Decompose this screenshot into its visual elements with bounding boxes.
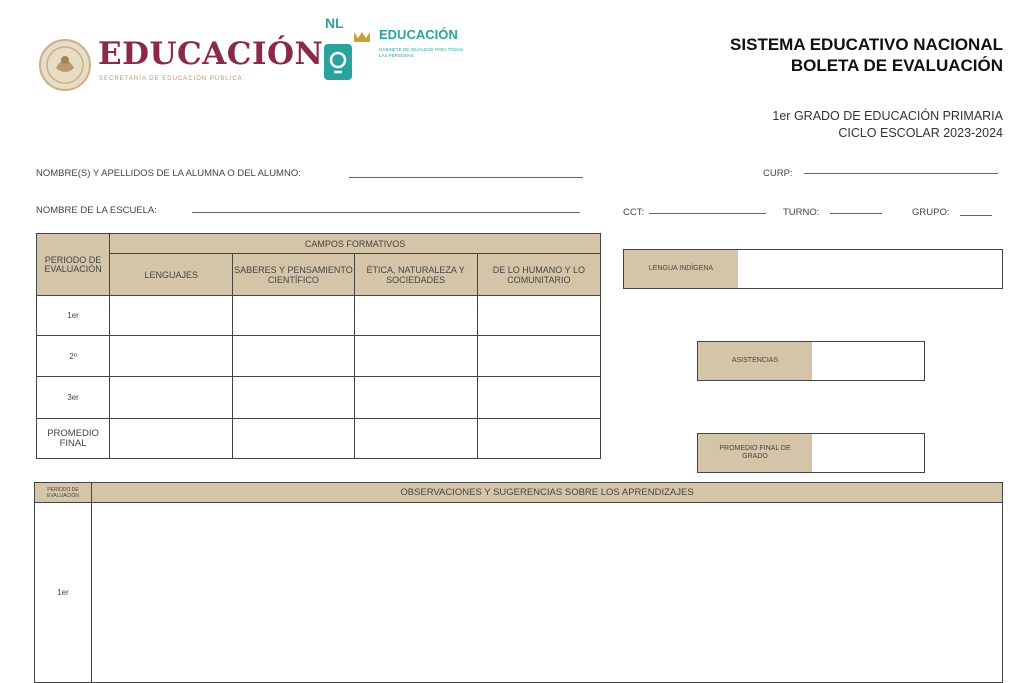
nl-title: EDUCACIÓN xyxy=(379,27,458,42)
period-row-label: PROMEDIO FINAL xyxy=(37,419,110,459)
obs-period-row-label: 1er xyxy=(35,503,92,683)
nl-subtitle: GABINETE DE IGUALDAD PARA TODAS LAS PERSONAS xyxy=(379,47,464,58)
grade-cell[interactable] xyxy=(233,296,354,336)
period-header: PERIODO DE EVALUACIÓN xyxy=(37,234,110,296)
grade-cell[interactable] xyxy=(477,296,600,336)
grade-cell[interactable] xyxy=(354,419,477,459)
asistencias-value[interactable] xyxy=(812,342,924,380)
report-title: BOLETA DE EVALUACIÓN xyxy=(790,56,1003,75)
grupo-label: GRUPO: xyxy=(912,207,950,218)
curp-line[interactable] xyxy=(804,173,998,174)
document-title xyxy=(730,34,1003,76)
sep-title: EDUCACIÓN xyxy=(98,36,324,72)
column-header: ÉTICA, NATURALEZA Y SOCIEDADES xyxy=(354,254,477,296)
student-name-line[interactable] xyxy=(349,177,583,178)
grade-cell[interactable] xyxy=(477,419,600,459)
promedio-grado-box xyxy=(697,433,925,473)
grades-table xyxy=(36,233,601,459)
grade-cell[interactable] xyxy=(110,377,233,419)
asistencias-box xyxy=(697,341,925,381)
turno-line[interactable] xyxy=(830,213,882,214)
observations-table xyxy=(34,482,1003,683)
grade-line: 1er GRADO DE EDUCACIÓN PRIMARIA xyxy=(772,109,1003,123)
grade-cell[interactable] xyxy=(477,336,600,377)
asistencias-label: ASISTENCIAS xyxy=(698,342,812,380)
grade-cell[interactable] xyxy=(233,336,354,377)
sep-seal-logo xyxy=(38,38,92,92)
grade-cell[interactable] xyxy=(233,419,354,459)
grade-info xyxy=(772,108,1003,142)
column-header: LENGUAJES xyxy=(110,254,233,296)
turno-label: TURNO: xyxy=(783,207,820,218)
nl-logo-icon xyxy=(324,30,370,82)
grade-cell[interactable] xyxy=(354,377,477,419)
obs-text-cell[interactable] xyxy=(92,503,1003,683)
student-name-label: NOMBRE(S) Y APELLIDOS DE LA ALUMNA O DEL ALUMNO: xyxy=(36,168,301,179)
school-name-label: NOMBRE DE LA ESCUELA: xyxy=(36,205,157,216)
grade-cell[interactable] xyxy=(110,336,233,377)
period-row-label: 3er xyxy=(37,377,110,419)
grade-cell[interactable] xyxy=(354,296,477,336)
lengua-indigena-value[interactable] xyxy=(738,250,1002,288)
promedio-grado-value[interactable] xyxy=(812,434,924,472)
obs-period-header: PERIODO DE EVALUACIÓN xyxy=(35,483,92,503)
obs-header: OBSERVACIONES Y SUGERENCIAS SOBRE LOS APRENDIZAJES xyxy=(92,483,1003,503)
fields-header: CAMPOS FORMATIVOS xyxy=(110,234,601,254)
system-title: SISTEMA EDUCATIVO NACIONAL xyxy=(730,35,1003,54)
column-header: SABERES Y PENSAMIENTO CIENTÍFICO xyxy=(233,254,354,296)
cct-line[interactable] xyxy=(649,213,766,214)
nl-mark: NL xyxy=(325,15,344,31)
period-row-label: 1er xyxy=(37,296,110,336)
cycle-line: CICLO ESCOLAR 2023-2024 xyxy=(838,126,1003,140)
grade-cell[interactable] xyxy=(354,336,477,377)
column-header: DE LO HUMANO Y LO COMUNITARIO xyxy=(477,254,600,296)
lengua-indigena-box xyxy=(623,249,1003,289)
grupo-line[interactable] xyxy=(960,215,992,216)
grade-cell[interactable] xyxy=(110,419,233,459)
lengua-indigena-label: LENGUA INDÍGENA xyxy=(624,250,738,288)
promedio-grado-label: PROMEDIO FINAL DE GRADO xyxy=(698,434,812,472)
school-name-line[interactable] xyxy=(192,212,580,213)
grade-cell[interactable] xyxy=(233,377,354,419)
sep-subtitle: SECRETARÍA DE EDUCACIÓN PÚBLICA xyxy=(99,76,243,82)
cct-label: CCT: xyxy=(623,207,645,218)
period-row-label: 2º xyxy=(37,336,110,377)
grade-cell[interactable] xyxy=(477,377,600,419)
grade-cell[interactable] xyxy=(110,296,233,336)
curp-label: CURP: xyxy=(763,168,793,179)
